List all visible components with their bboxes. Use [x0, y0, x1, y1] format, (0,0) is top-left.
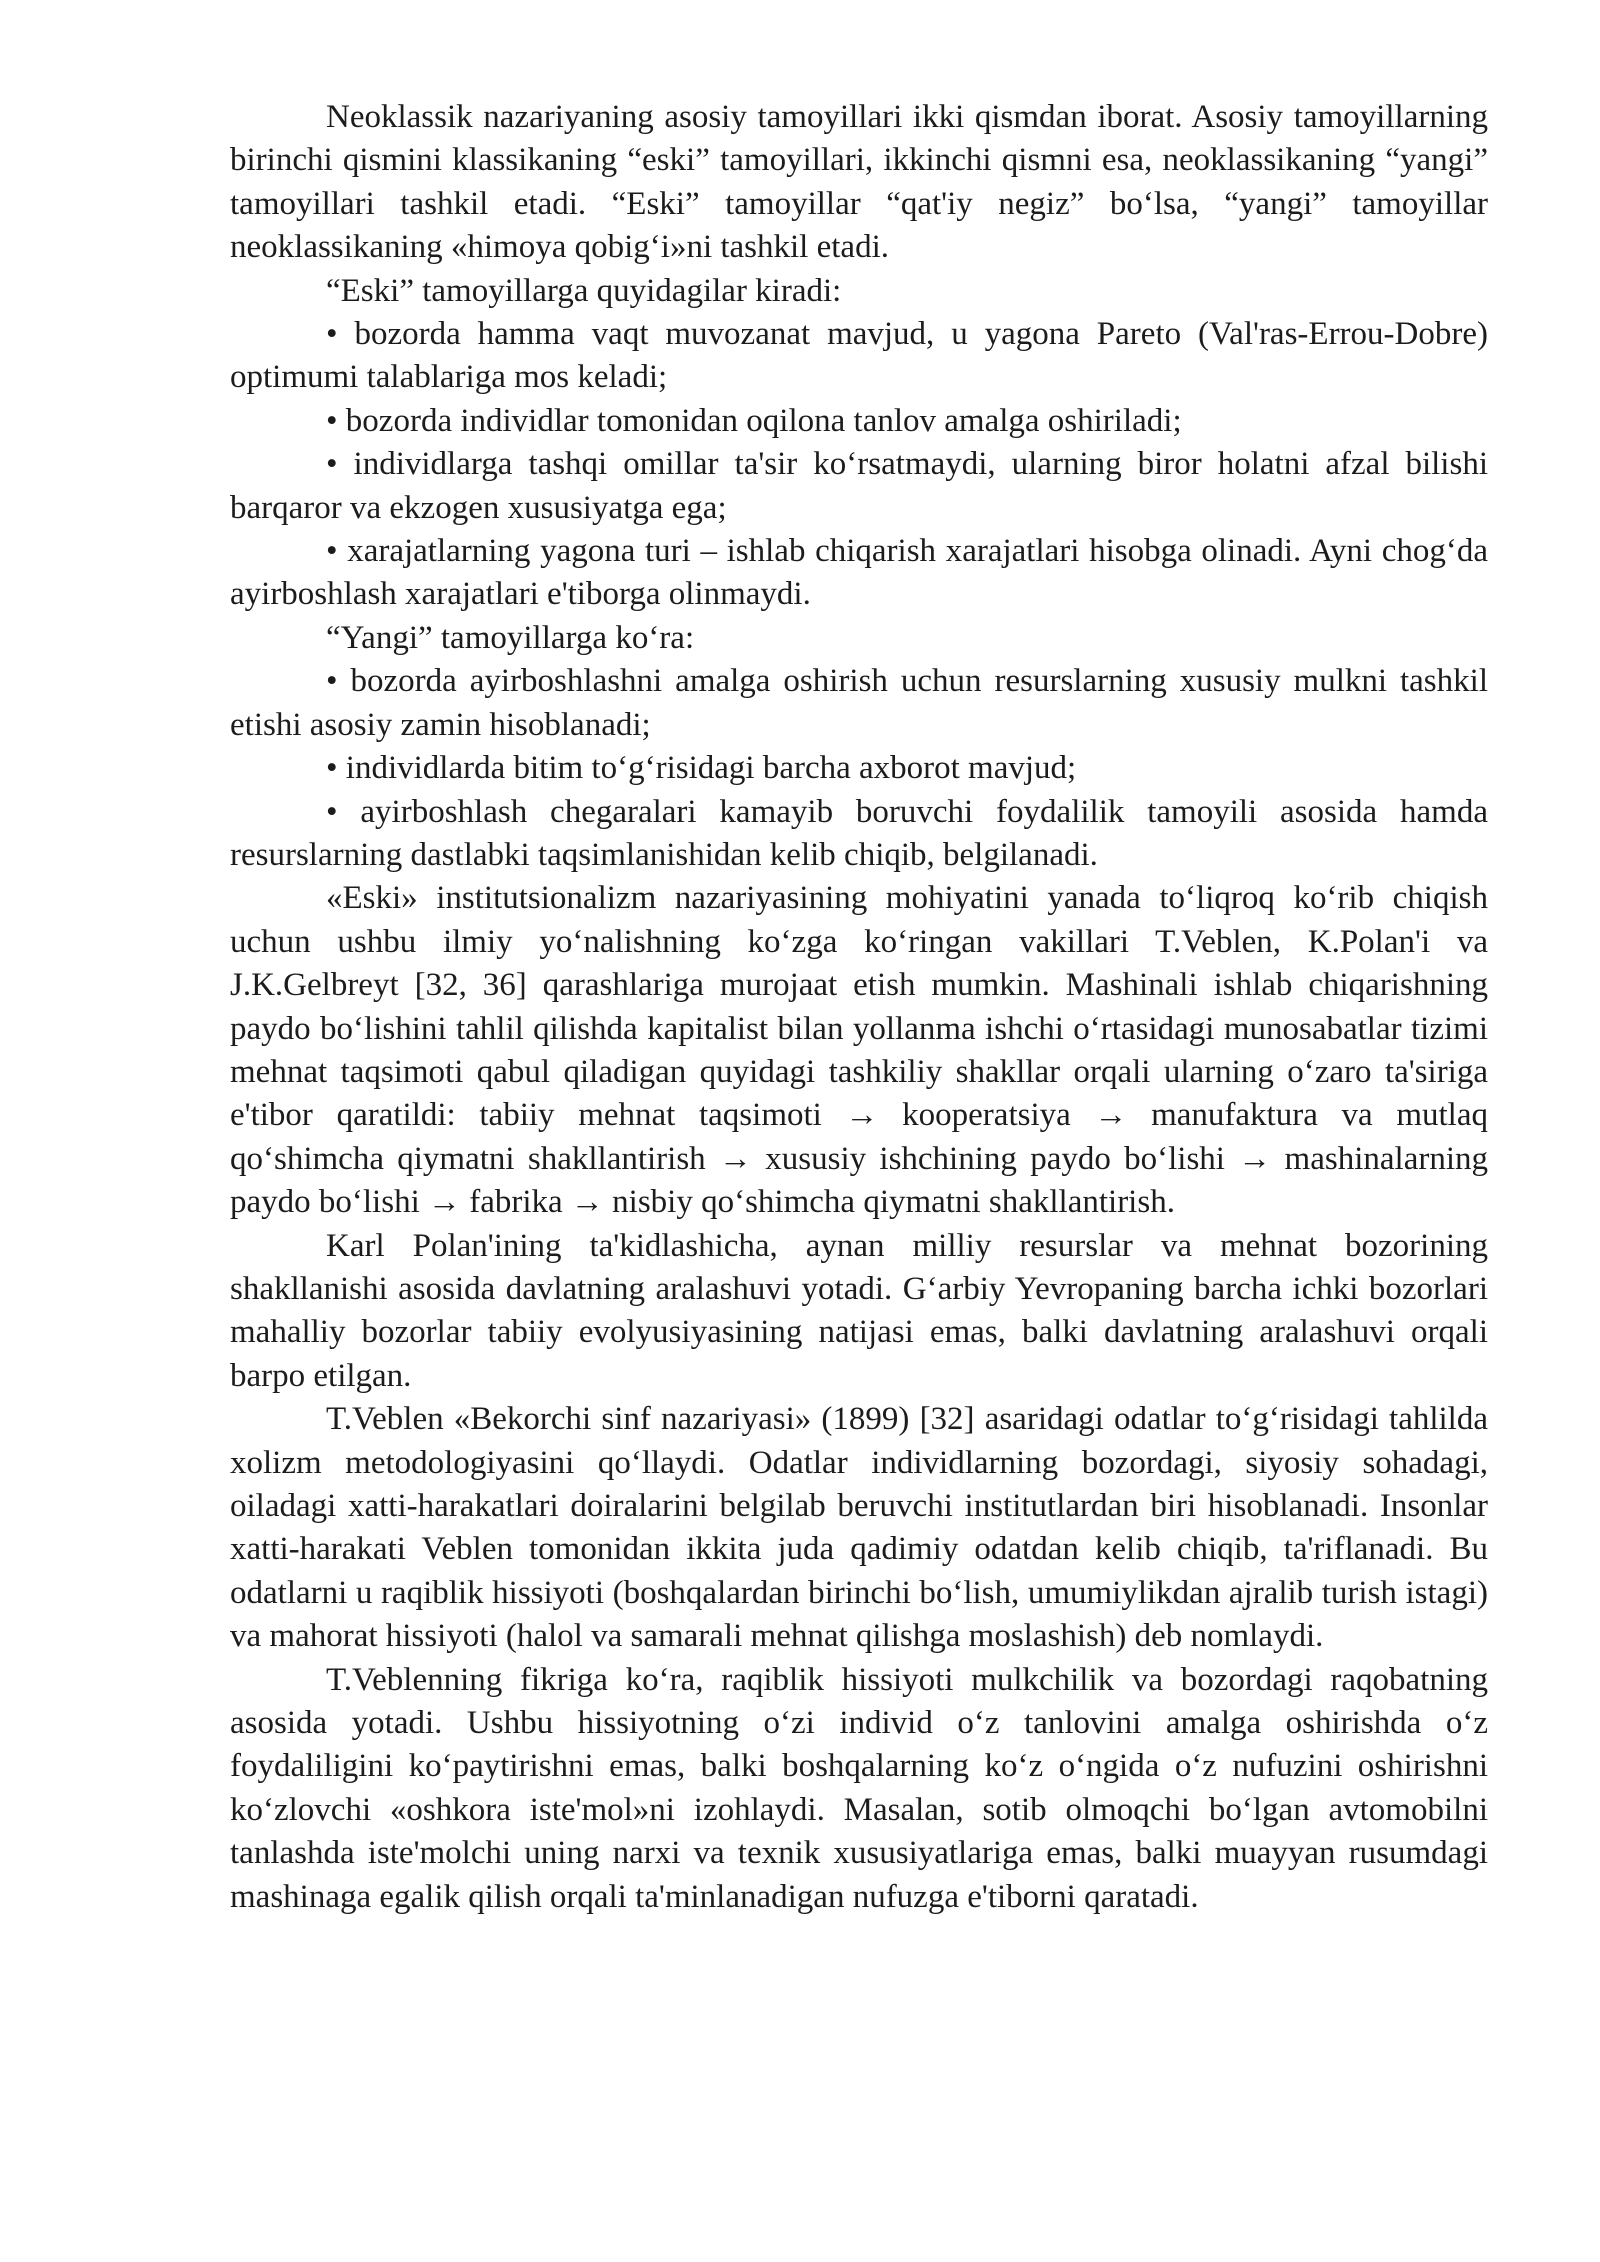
paragraph-veblen-rivalry: T.Veblenning fikriga ko‘ra, raqiblik hissiyoti mulkchilik va bozordagi raqobatning asosida yotadi. Ushbu hissiyotning o‘zi individ o‘z tanlovini amalga oshirishda o‘z foydaliligini ko‘paytirishni emas, balki boshqalarning ko‘z o‘ngida o‘z nufuzini oshirishni ko‘zlovchi «oshkora iste'mol»ni izohlaydi. Masalan, sotib olmoqchi bo‘lgan avtomobilni tanlashda iste'molchi uning narxi va texnik xususiyatlariga emas, balki muayyan rusumdagi mashinaga egalik qilish orqali ta'minlanadigan nufuzga e'tiborni qaratadi.: [230, 1661, 1488, 1915]
bullet-item: • xarajatlarning yagona turi – ishlab chiqarish xarajatlari hisobga olinadi. Ayni chog‘da ayirboshlash xarajatlari e'tiborga olinmaydi.: [230, 533, 1488, 613]
paragraph-polanyi: Karl Polan'ining ta'kidlashicha, aynan milliy resurslar va mehnat bozorining shakllanishi asosida davlatning aralashuvi yotadi. G‘arbiy Yevropaning barcha ichki bozorlari mahalliy bozorlar tabiiy evolyusiyasining natijasi emas, balki davlatning aralashuvi orqali barpo etilgan.: [230, 1227, 1488, 1394]
bullet-item: • ayirboshlash chegaralari kamayib boruvchi foydalilik tamoyili asosida hamda resurslarning dastlabki taqsimlanishidan kelib chiqib, belgilanadi.: [230, 793, 1488, 873]
bullet-item: • bozorda ayirboshlashni amalga oshirish uchun resurslarning xususiy mulkni tashkil etishi asosiy zamin hisoblanadi;: [230, 663, 1488, 743]
document-page: [230, 96, 1488, 1919]
bullet-item: • bozorda hamma vaqt muvozanat mavjud, u yagona Pareto (Val'ras-Errou-Dobre) optimumi talablariga mos keladi;: [230, 316, 1488, 396]
bullet-item: • bozorda individlar tomonidan oqilona tanlov amalga oshiriladi;: [326, 402, 1182, 439]
bullet-item: • individlarga tashqi omillar ta'sir ko‘rsatmaydi, ularning biror holatni afzal bilishi barqaror va ekzogen xususiyatga ega;: [230, 446, 1488, 526]
paragraph-new-principles-heading: “Yangi” tamoyillarga ko‘ra:: [326, 619, 695, 656]
paragraph-old-principles-heading: “Eski” tamoyillarga quyidagilar kiradi:: [326, 272, 842, 309]
paragraph-old-institutionalism: «Eski» institutsionalizm nazariyasining mohiyatini yanada to‘liqroq ko‘rib chiqish uchun ushbu ilmiy yo‘nalishning ko‘zga ko‘ringan vakillari T.Veblen, K.Polan'i va J.K.Gelbreyt [32, 36] qarashlariga murojaat etish mumkin. Mashinali ishlab chiqarishning paydo bo‘lishini tahlil qilishda kapitalist bilan yollanma ishchi o‘rtasidagi munosabatlar tizimi mehnat taqsimoti qabul qiladigan quyidagi tashkiliy shakllar orqali ularning o‘zaro ta'siriga e'tibor qaratildi: tabiiy mehnat taqsimoti → kooperatsiya → manufaktura va mutlaq qo‘shimcha qiymatni shakllantirish → xususiy ishchining paydo bo‘lishi → mashinalarning paydo bo‘lishi → fabrika → nisbiy qo‘shimcha qiymatni shakllantirish.: [230, 880, 1488, 1221]
paragraph-veblen-habits: T.Veblen «Bekorchi sinf nazariyasi» (1899) [32] asaridagi odatlar to‘g‘risidagi tahlilda xolizm metodologiyasini qo‘llaydi. Odatlar individlarning bozordagi, siyosiy sohadagi, oiladagi xatti-harakatlari doiralarini belgilab beruvchi institutlardan biri hisoblanadi. Insonlar xatti-harakati Veblen tomonidan ikkita juda qadimiy odatdan kelib chiqib, ta'riflanadi. Bu odatlarni u raqiblik hissiyoti (boshqalardan birinchi bo‘lish, umumiylikdan ajralib turish istagi) va mahorat hissiyoti (halol va samarali mehnat qilishga moslashish) deb nomlaydi.: [230, 1401, 1488, 1655]
bullet-item: • individlarda bitim to‘g‘risidagi barcha axborot mavjud;: [326, 750, 1077, 787]
paragraph-intro: Neoklassik nazariyaning asosiy tamoyillari ikki qismdan iborat. Asosiy tamoyillarning birinchi qismini klassikaning “eski” tamoyillari, ikkinchi qismni esa, neoklassikaning “yangi” tamoyillari tashkil etadi. “Eski” tamoyillar “qat'iy negiz” bo‘lsa, “yangi” tamoyillar neoklassikaning «himoya qobig‘i»ni tashkil etadi.: [230, 99, 1488, 266]
